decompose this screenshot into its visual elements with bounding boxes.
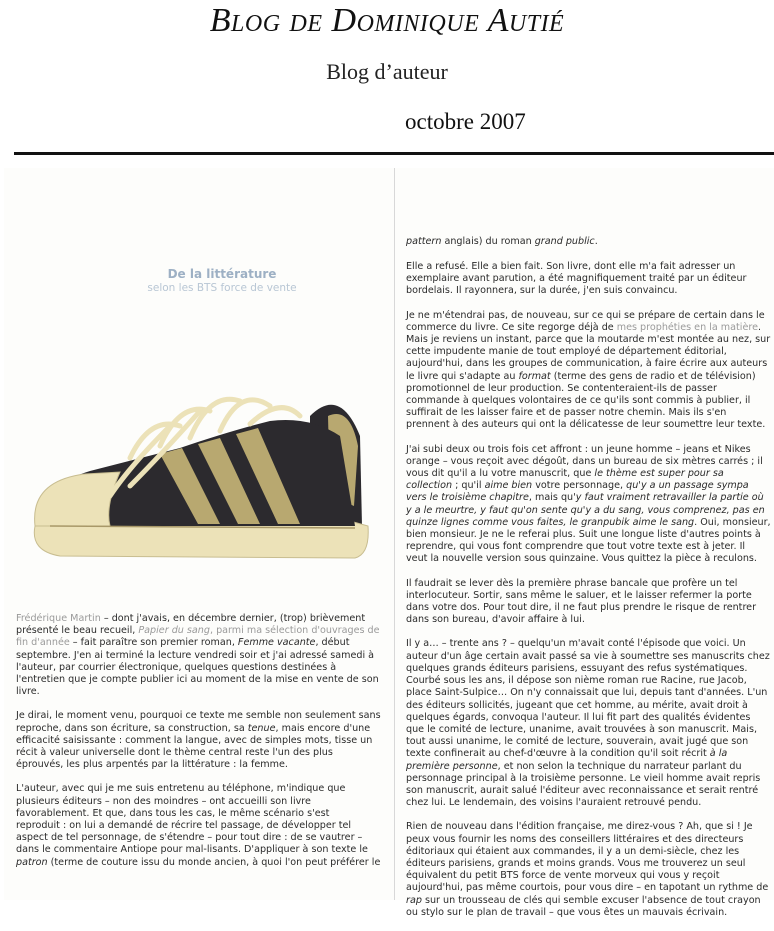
text-run: promotionnel de leur production. Se contenteraient-ils de passer <box>406 382 717 394</box>
text-line <box>406 858 774 870</box>
text-line <box>406 687 774 699</box>
text-run: le livre qui s'adapte au <box>406 370 519 382</box>
text-line <box>406 456 774 468</box>
text-run: aspect de tel personnage, de s'étendre – pour tout dire : de se vautrer – <box>16 832 363 844</box>
text-run: (terme de couture issu du monde ancien, à quoi l'on peut préférer le <box>47 856 381 868</box>
text-line <box>406 505 774 517</box>
text-run: anglais) du roman <box>441 236 535 247</box>
text-line <box>406 748 774 760</box>
text-line <box>406 310 774 322</box>
text-line <box>406 444 774 456</box>
text-run: équivalent du petit BTS force de vente morveux qui vous y reçoit <box>406 870 720 882</box>
text-run: favorablement. Et que, dans tous les cas, le même scénario s'est <box>16 807 330 819</box>
text-run: tenue <box>247 722 276 734</box>
text-run: J'ai subi deux ou trois fois cet affront : un jeune homme – jeans et Nikes <box>406 443 751 455</box>
text-line <box>406 870 774 882</box>
text-run: exemplaire avant parution, a été magnifiquement traité par un éditeur <box>406 273 747 285</box>
sneaker-toe-cap <box>35 472 120 526</box>
text-line <box>406 492 774 504</box>
text-run: récit à valeur universelle dont le thème central reste l'un des plus <box>16 747 333 759</box>
text-run: quelques égards, convoqua l'auteur. Il lui fit part des qualités évidentes <box>406 711 751 723</box>
text-line <box>406 383 774 395</box>
text-run: livre. <box>16 686 40 698</box>
text-line <box>16 747 388 759</box>
text-run: aujourd'hui, dans les groupes de communication, à faire écrire aux auteurs <box>406 358 768 370</box>
text-run: rap <box>406 894 422 906</box>
left-text <box>16 613 388 881</box>
text-line <box>406 882 774 894</box>
text-line <box>16 662 388 674</box>
text-run: L'auteur, avec qui je me suis entretenu au téléphone, m'indique que <box>16 783 346 795</box>
article-paragraph <box>16 783 388 868</box>
text-line <box>16 674 388 686</box>
text-line <box>406 675 774 687</box>
text-line <box>16 625 388 637</box>
text-line <box>406 529 774 541</box>
text-run: orange – vous reçoit avec dégoût, dans un bureau de six mètres carrés ; il <box>406 455 763 467</box>
text-line <box>16 710 388 722</box>
article-paragraph <box>406 310 774 432</box>
text-run: ; qu'il <box>452 480 485 492</box>
text-run: vers le troisième chapitre <box>406 492 529 504</box>
text-line <box>16 808 388 820</box>
text-run: dans le commentaire Antiope pour mal-lisants. D'appliquer à son texte le <box>16 844 368 856</box>
text-run: ou stylo sur le plan de travail – que vous êtes un mauvais écrivain. <box>406 906 728 918</box>
text-line <box>406 261 774 273</box>
text-run: commerce du livre. Ce site regorge déjà de <box>406 321 617 333</box>
text-run: aime bien <box>484 480 533 492</box>
text-line <box>406 785 774 797</box>
text-line <box>406 907 774 919</box>
text-line <box>16 796 388 808</box>
text-line <box>406 236 598 247</box>
text-run[interactable]: , parmi ma sélection d'ouvrages de <box>209 625 380 637</box>
text-run[interactable]: fin d'année <box>16 637 70 649</box>
text-run: Femme vacante <box>237 637 316 649</box>
text-line <box>406 346 774 358</box>
text-run: veut la nouvelle version sous quinzaine. Vous quittez la pièce à reculons. <box>406 553 757 565</box>
text-run: collection <box>406 480 453 492</box>
text-line <box>406 480 774 492</box>
text-run: y a le meurtre, y faut qu'on sente qu'y a du sang, vous comprenez, pas en <box>406 504 765 516</box>
text-run: reproche, dans son écriture, sa construction, sa <box>16 722 248 734</box>
text-run: . <box>594 236 598 247</box>
text-run: auteur d'un âge certain avait passé sa vie à soumettre ses manuscrits chez <box>406 650 770 662</box>
text-line <box>16 844 388 856</box>
text-line <box>406 712 774 724</box>
text-run: bordelais. Il rayonnera, sur la durée, j'en suis convaincu. <box>406 285 678 297</box>
text-line <box>406 578 774 590</box>
text-line <box>406 821 774 833</box>
text-line <box>406 273 774 285</box>
article-paragraph <box>406 444 774 566</box>
text-run: (terme des gens de radio et de télévision) <box>550 370 756 382</box>
text-run: , début <box>315 637 350 649</box>
article-paragraph <box>406 821 774 919</box>
text-line <box>16 686 388 698</box>
text-line <box>406 358 774 370</box>
text-line <box>16 723 388 735</box>
text-line <box>406 663 774 675</box>
sneaker-image <box>10 376 390 576</box>
text-run: le thème est super pour sa <box>594 468 724 480</box>
text-line <box>406 468 774 480</box>
text-run: personnage principal à la troisième personne. Le vieil homme avait repris <box>406 772 761 784</box>
text-run: éprouvés, les plus arpentés par la littérature : la femme. <box>16 759 288 771</box>
article-heading-box <box>122 268 322 294</box>
text-run: Elle a refusé. Elle a bien fait. Son livre, dont elle m'a fait adresser un <box>406 261 736 272</box>
text-run: Mais je reviens un instant, parce que la moutarde m'est montée au nez, sur <box>406 334 771 346</box>
text-line <box>406 797 774 809</box>
text-line <box>406 736 774 748</box>
article-subheading: selon les BTS force de vente <box>147 282 297 295</box>
text-run: cette impudente manie de tout employé de département éditorial, <box>406 346 727 358</box>
text-run: éditeurs parisiens, grands et moins grands. Vous me trouverez un seul <box>406 857 746 869</box>
text-run: l'auteur, par courrier électronique, quelques questions destinées à <box>16 661 337 673</box>
text-line <box>406 834 774 846</box>
text-run: dans votre dos. Pour tout dire, il ne faut plus prendre le risque de rentrer <box>406 602 757 614</box>
text-line <box>16 783 388 795</box>
text-run: y faut vraiment retravailler la partie où <box>575 492 764 504</box>
text-run: place Saint-Sulpice… On n'y connaissait que lui, depuis tant d'années. L'un <box>406 687 768 699</box>
text-line <box>16 637 388 649</box>
text-line <box>16 857 388 869</box>
text-run: – dont j'avais, en décembre dernier, (trop) brièvement <box>100 613 366 624</box>
text-run: qu'y a un passage sympa <box>626 480 749 492</box>
text-run: plusieurs éditeurs – non des moindres – ont accueilli son livre <box>16 795 311 807</box>
text-line <box>406 700 774 712</box>
text-line <box>406 541 774 553</box>
text-line <box>406 590 774 602</box>
article-paragraph <box>406 638 774 809</box>
article-heading: De la littérature <box>167 267 277 281</box>
column-divider <box>394 168 395 900</box>
text-run: , mais qu' <box>528 492 576 504</box>
text-run: Courbé sous les ans, il dépose son nième roman rue Racine, rue Jacob, <box>406 675 747 687</box>
text-line <box>406 419 774 431</box>
text-line <box>16 832 388 844</box>
text-line <box>406 614 774 626</box>
text-run: grand public <box>534 236 595 247</box>
text-run: sur un trousseau de clés qui semble excuser l'absence de tout crayon <box>421 894 761 906</box>
text-run: présenté le beau recueil, <box>16 625 139 637</box>
text-run: quinze lignes comme vous faites, le granpubik aime le sang <box>406 516 695 528</box>
article-paragraph <box>16 710 388 771</box>
text-line <box>406 724 774 736</box>
text-run: efficacité saisissante : comment la langue, avec de simples mots, tisse un <box>16 734 373 746</box>
text-run: , et non selon la technique du narrateur parlant du <box>497 760 742 772</box>
scanned-article <box>4 168 774 918</box>
text-run: interlocuteur. Sortir, sans même le saluer, et le laisser refermer la porte <box>406 589 752 601</box>
text-line <box>406 773 774 785</box>
text-line <box>16 650 388 662</box>
text-line <box>406 395 774 407</box>
text-line <box>406 638 774 650</box>
text-run: tout aussi unanime, le comité de lecture, souverain, avait jugé que son <box>406 736 749 748</box>
text-run: Rien de nouveau dans l'édition française, me direz-vous ? Ah, que si ! Je <box>406 821 753 833</box>
text-line <box>16 735 388 747</box>
left-column <box>10 168 382 900</box>
text-line <box>406 517 774 529</box>
text-run: commande à quelques volontaires de ce qu'ils sont commis à publier, il <box>406 395 751 407</box>
text-run: Je dirai, le moment venu, pourquoi ce texte me semble non seulement sans <box>16 710 381 722</box>
text-run: peux vous fournir les noms des conseillers littéraires et des directeurs <box>406 833 744 845</box>
text-run: texte confinerait au chef-d'œuvre à la condition qu'il soit récrit <box>406 748 710 760</box>
text-run: reprendre, qui vous font comprendre que tout votre texte est à jeter. Il <box>406 541 746 553</box>
text-line <box>406 846 774 858</box>
article-paragraph <box>406 578 774 627</box>
text-run: éditoriaux qui étaient aux commandes, il y a un demi-siècle, chez les <box>406 845 740 857</box>
text-run[interactable]: Frédérique Martin <box>16 613 101 624</box>
text-line <box>406 371 774 383</box>
text-run: vous dit qu'il a lu votre manuscrit, que <box>406 468 595 480</box>
text-line <box>406 602 774 614</box>
text-run: Il y a… – trente ans ? – quelqu'un m'avait conté l'épisode que voici. Un <box>406 638 746 650</box>
text-run[interactable]: mes prophéties en la matière <box>616 321 758 333</box>
text-line <box>406 322 774 334</box>
text-run: des éditeurs sollicités, jugeant que cet homme, au mérite, avait droit à <box>406 699 748 711</box>
text-line <box>16 759 388 771</box>
text-run[interactable]: Papier du sang <box>138 625 210 637</box>
blog-title[interactable]: Blog de Dominique Autié <box>209 2 565 39</box>
right-top-line <box>406 236 598 248</box>
text-run: que le comité de lecture, unanime, avait trouvées à son manuscrit. Mais, <box>406 723 758 735</box>
text-run: aujourd'hui, pas même courtois, pour vous dire – en tapotant un rythme de <box>406 882 769 894</box>
text-run: . <box>758 321 762 333</box>
text-run: quelques grands éditeurs parisiens, essuyant des refus systématiques. <box>406 662 748 674</box>
text-line <box>16 820 388 832</box>
text-run: format <box>518 370 551 382</box>
text-run: suffirait de les laisser faire et de passer notre chemin. Mais ils s'en <box>406 407 727 419</box>
text-run: patron <box>16 856 48 868</box>
text-run: pattern <box>406 236 442 247</box>
text-line <box>406 553 774 565</box>
text-run: Je ne m'étendrai pas, de nouveau, sur ce qui se prépare de certain dans le <box>406 309 765 321</box>
text-line <box>406 761 774 773</box>
text-run: chez lui. Le lendemain, des voisins l'auraient retrouvé pendu. <box>406 797 702 809</box>
text-run: prennent à des auteurs qui ont la délicatesse de leur soumettre leur texte. <box>406 419 766 431</box>
text-line <box>16 613 388 625</box>
right-text <box>406 261 774 931</box>
text-run: dans son bureau, d'avoir affaire à lui. <box>406 614 585 626</box>
text-line <box>406 895 774 907</box>
text-run: à la <box>709 748 728 760</box>
header-rule <box>14 152 774 155</box>
text-run: votre personnage, <box>532 480 627 492</box>
text-run: première personne <box>406 760 498 772</box>
text-run: – fait paraître son premier roman, <box>69 637 238 649</box>
article-paragraph <box>406 261 774 298</box>
text-line <box>406 285 774 297</box>
text-run: l'entretien que je compte publier ici au moment de la mise en vente de son <box>16 674 379 686</box>
text-run: reproduit : on lui a demandé de récrire tel passage, de développer tel <box>16 820 352 832</box>
text-run: . Oui, monsieur, <box>694 516 771 528</box>
text-line <box>406 407 774 419</box>
right-column <box>406 168 774 918</box>
text-run: son manuscrit, aurait salué l'éditeur avec reconnaissance et serait rentré <box>406 784 759 796</box>
text-line <box>406 651 774 663</box>
blog-subtitle: Blog d’auteur <box>326 59 448 84</box>
text-run: Il faudrait se lever dès la première phrase bancale que profère un tel <box>406 577 738 589</box>
archive-title: octobre 2007 <box>405 109 526 134</box>
article-paragraph <box>16 613 388 698</box>
text-run: bien monsieur. Je ne le referai plus. Suit une longue liste d'autres points à <box>406 529 761 541</box>
text-run: , mais encore d'une <box>275 722 371 734</box>
text-run: septembre. J'en ai terminé la lecture vendredi soir et j'ai adressé samedi à <box>16 649 375 661</box>
text-line <box>406 334 774 346</box>
